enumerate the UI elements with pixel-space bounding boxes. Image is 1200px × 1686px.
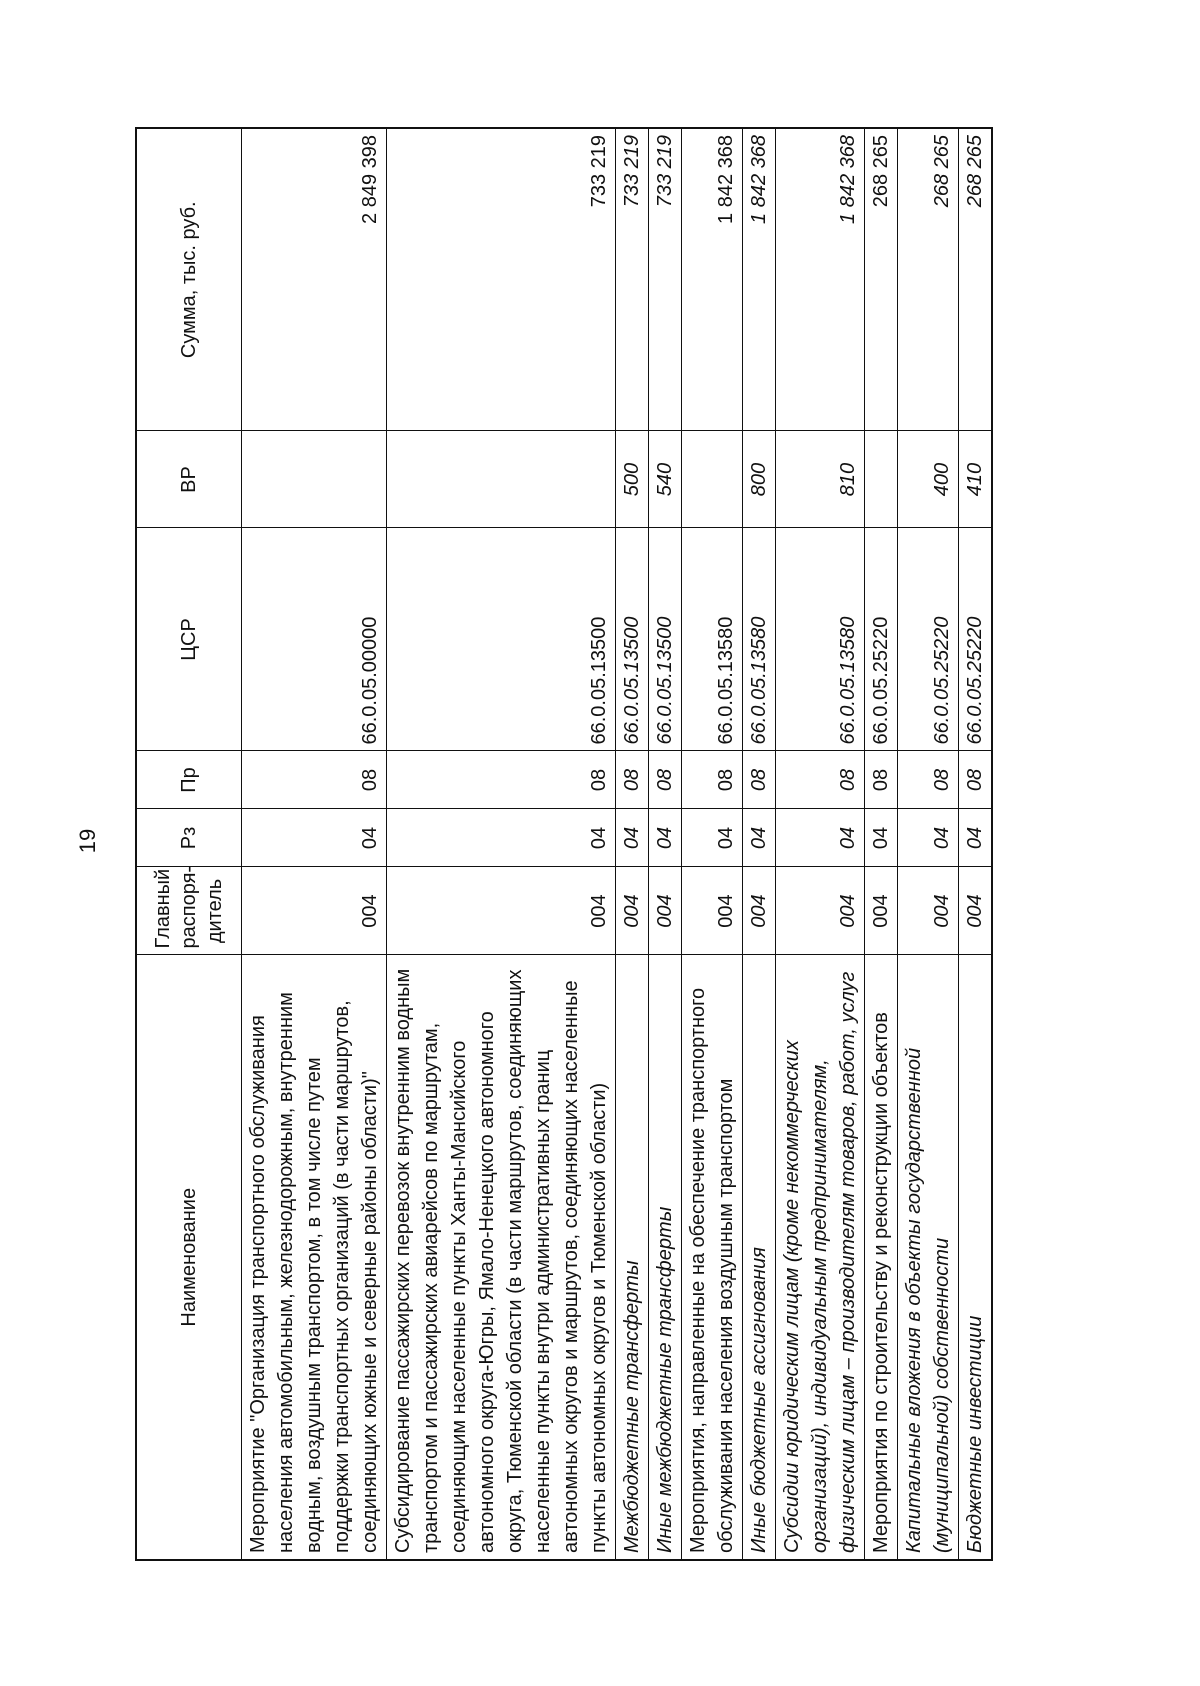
table-row: [743, 128, 776, 1560]
vr-cell: [387, 431, 616, 528]
gr-cell: 004: [616, 867, 649, 955]
header-rz: Рз: [136, 809, 242, 867]
table-row: [387, 128, 616, 1560]
header-gr: Главный распоря-дитель: [136, 867, 242, 955]
rz-cell: 04: [616, 809, 649, 867]
rz-cell: 04: [387, 809, 616, 867]
pr-cell: 08: [865, 751, 898, 809]
rz-cell: 04: [682, 809, 743, 867]
csr-cell: 66.0.05.13500: [649, 528, 682, 751]
pr-cell: 08: [387, 751, 616, 809]
row-name-cell: Капитальные вложения в объекты государственной (муниципальной) собственности: [898, 955, 959, 1560]
row-name-cell: Субсидирование пассажирских перевозок внутренним водным транспортом и пассажирских авиарейсов по маршрутам, соединяющим населенные пункты Ханты-Мансийского автономного округа-Югры, Ямало-Ненецкого автономного округа, Тюменской области (в части маршрутов, соединяющих населенные пункты внутри административных границ автономных округов и маршрутов, соединяющих населенные пункты автономных округов и Тюменской области): [387, 955, 616, 1560]
row-name-cell: Мероприятия, направленные на обеспечение транспортного обслуживания населения воздушным транспортом: [682, 955, 743, 1560]
vr-cell: 400: [898, 431, 959, 528]
sum-cell: 268 265: [865, 128, 898, 431]
table-row: [616, 128, 649, 1560]
row-name-cell: Иные бюджетные ассигнования: [743, 955, 776, 1560]
rotated-table-wrapper: [135, 129, 1040, 1561]
header-vr: ВР: [136, 431, 242, 528]
csr-cell: 66.0.05.13580: [682, 528, 743, 751]
header-pr: Пр: [136, 751, 242, 809]
vr-cell: [682, 431, 743, 528]
pr-cell: 08: [898, 751, 959, 809]
pr-cell: 08: [959, 751, 993, 809]
row-name-cell: Межбюджетные трансферты: [616, 955, 649, 1560]
pr-cell: 08: [743, 751, 776, 809]
vr-cell: 540: [649, 431, 682, 528]
csr-cell: 66.0.05.13500: [387, 528, 616, 751]
csr-cell: 66.0.05.13500: [616, 528, 649, 751]
csr-cell: 66.0.05.13580: [743, 528, 776, 751]
table-row: [682, 128, 743, 1560]
csr-cell: 66.0.05.00000: [242, 528, 387, 751]
sum-cell: 268 265: [959, 128, 993, 431]
rz-cell: 04: [776, 809, 865, 867]
gr-cell: 004: [242, 867, 387, 955]
vr-cell: 410: [959, 431, 993, 528]
sum-cell: 268 265: [898, 128, 959, 431]
vr-cell: [242, 431, 387, 528]
row-name-cell: Бюджетные инвестиции: [959, 955, 993, 1560]
table-row: [649, 128, 682, 1560]
sum-cell: 733 219: [616, 128, 649, 431]
pr-cell: 08: [776, 751, 865, 809]
sum-cell: 1 842 368: [776, 128, 865, 431]
csr-cell: 66.0.05.13580: [776, 528, 865, 751]
csr-cell: 66.0.05.25220: [898, 528, 959, 751]
rz-cell: 04: [898, 809, 959, 867]
row-name-cell: Мероприятие "Организация транспортного обслуживания населения автомобильным, железнодорожным, внутренним водным, воздушным транспортом, в том числе путем поддержки транспортных организаций (в части маршрутов, соединяющих южные и северные районы области)": [242, 955, 387, 1560]
gr-cell: 004: [649, 867, 682, 955]
header-sum: Сумма, тыс. руб.: [136, 128, 242, 431]
header-row: [136, 128, 242, 1560]
sum-cell: 2 849 398: [242, 128, 387, 431]
vr-cell: [865, 431, 898, 528]
rz-cell: 04: [743, 809, 776, 867]
table-row: [865, 128, 898, 1560]
gr-cell: 004: [743, 867, 776, 955]
table-row: [242, 128, 387, 1560]
csr-cell: 66.0.05.25220: [865, 528, 898, 751]
budget-table: [135, 127, 993, 1561]
gr-cell: 004: [387, 867, 616, 955]
pr-cell: 08: [242, 751, 387, 809]
csr-cell: 66.0.05.25220: [959, 528, 993, 751]
gr-cell: 004: [776, 867, 865, 955]
table-row: [776, 128, 865, 1560]
gr-cell: 004: [959, 867, 993, 955]
row-name-cell: Мероприятия по строительству и реконструкции объектов: [865, 955, 898, 1560]
header-csr: ЦСР: [136, 528, 242, 751]
sum-cell: 1 842 368: [743, 128, 776, 431]
sum-cell: 1 842 368: [682, 128, 743, 431]
pr-cell: 08: [649, 751, 682, 809]
page-number: 19: [75, 828, 100, 854]
table-row: [959, 128, 993, 1560]
pr-cell: 08: [682, 751, 743, 809]
vr-cell: 810: [776, 431, 865, 528]
gr-cell: 004: [865, 867, 898, 955]
rz-cell: 04: [242, 809, 387, 867]
gr-cell: 004: [898, 867, 959, 955]
table-body: [242, 128, 993, 1560]
rz-cell: 04: [865, 809, 898, 867]
sum-cell: 733 219: [387, 128, 616, 431]
rz-cell: 04: [959, 809, 993, 867]
pr-cell: 08: [616, 751, 649, 809]
vr-cell: 500: [616, 431, 649, 528]
rz-cell: 04: [649, 809, 682, 867]
header-name: Наименование: [136, 955, 242, 1560]
sum-cell: 733 219: [649, 128, 682, 431]
row-name-cell: Субсидии юридическим лицам (кроме некоммерческих организаций), индивидуальным предпринимателям, физическим лицам – производителям товаров, работ, услуг: [776, 955, 865, 1560]
row-name-cell: Иные межбюджетные трансферты: [649, 955, 682, 1560]
table-row: [898, 128, 959, 1560]
gr-cell: 004: [682, 867, 743, 955]
vr-cell: 800: [743, 431, 776, 528]
